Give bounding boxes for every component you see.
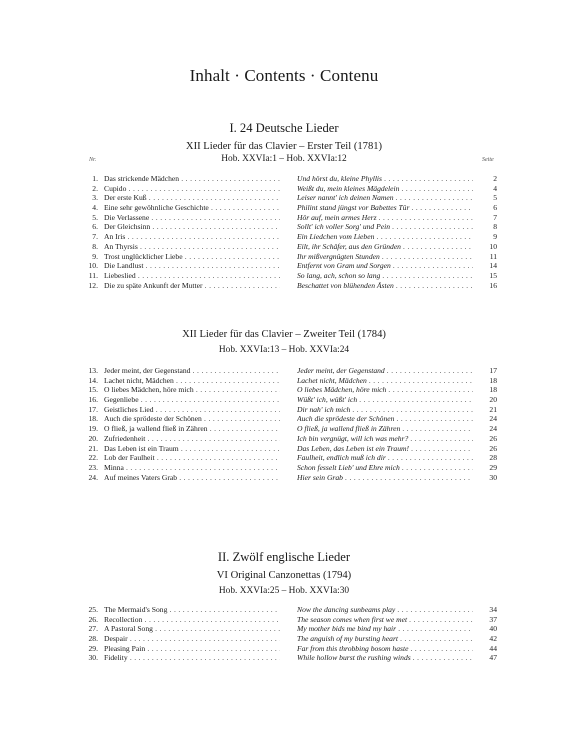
list-item [0,366,568,376]
part-title: II. Zwölf englische Lieder [217,550,351,564]
song-incipit: Entfernt von Gram und Sorgen . . . [297,261,473,271]
hob-range: Hob. XXVIa:25 – Hob. XXVIa:30 [218,586,350,596]
song-incipit: The anguish of my bursting heart . . . [297,634,473,644]
entry-number: 1. [92,174,98,183]
song-incipit: Ich bin vergnügt, will ich was mehr? . . . [297,434,473,444]
list-item [0,473,568,483]
song-title: O fließ, ja wallend fließ in Zähren . . . [104,424,280,434]
page-number: 21 [489,404,497,414]
entry-number: 21. [88,443,98,453]
page-title: Inhalt · Contents · Contenu [189,66,379,85]
hob-range: Hob. XXVIa:1 – Hob. XXVIa:12 [221,154,347,164]
song-title: Das strickende Mädchen . . . [104,174,280,184]
page-number: 11 [489,251,497,261]
entry-number: 8. [92,241,98,251]
song-incipit: Faulheit, endlich muß ich dir . . . [297,453,473,463]
page-number: 20 [489,395,497,405]
page-number: 8 [493,222,497,232]
song-title: Minna . . . [104,463,280,473]
page-number: 18 [489,375,497,385]
song-incipit: Schon fesselt Lieb' und Ehre mich . . . [297,463,473,473]
list-item [0,184,568,194]
song-title: Recollection . . . [104,615,280,625]
song-incipit: Ein Liedchen vom Lieben . . . [297,232,473,242]
list-item [0,644,568,654]
list-item [0,405,568,415]
list-item [0,424,568,434]
song-incipit: Und hörst du, kleine Phyllis . . . [297,174,473,184]
song-incipit: Auch die sprödeste der Schönen . . . [297,414,473,424]
hob-range: Hob. XXVIa:13 – Hob. XXVIa:24 [218,345,350,355]
page-number: 7 [493,212,497,222]
song-list [0,605,568,663]
song-incipit: Now the dancing sunbeams play . . . [297,605,473,615]
song-title: Trost unglücklicher Liebe . . . [104,252,280,262]
song-title: Eine sehr gewöhnliche Geschichte . . . [104,203,280,213]
part-title: I. 24 Deutsche Lieder [229,121,339,135]
page-number: 30 [489,472,497,482]
list-item [0,222,568,232]
song-title: A Pastoral Song . . . [104,624,280,634]
page-number: 24 [489,424,497,434]
list-item [0,232,568,242]
song-incipit: Wüßt' ich, wüßt' ich . . . [297,395,473,405]
song-incipit: Jeder meint, der Gegenstand . . . [297,366,473,376]
song-incipit: Lachet nicht, Mädchen . . . [297,376,473,386]
entry-number: 25. [88,605,98,614]
song-title: Lob der Faulheit . . . [104,453,280,463]
list-item [0,653,568,663]
page-number: 4 [493,183,497,193]
page-number: 18 [489,385,497,395]
collection-title: XII Lieder für das Clavier – Erster Teil (1781) [185,141,383,152]
collection-title: XII Lieder für das Clavier – Zweiter Teil (1784) [182,329,386,340]
entry-number: 30. [88,653,98,663]
entry-number: 14. [88,375,98,385]
page-number: 47 [489,653,497,663]
song-incipit: Das Leben, das Leben ist ein Traum! . . . [297,444,473,454]
song-incipit: Ihr mißvergnügten Stunden . . . [297,252,473,262]
page-number: 10 [489,241,497,251]
list-item [0,605,568,615]
entry-number: 22. [88,453,98,463]
song-incipit: Beschattet von blühenden Ästen . . . [297,281,473,291]
entry-number: 9. [92,251,98,261]
entry-number: 11. [88,270,98,280]
page-number: 15 [489,270,497,280]
song-title: O liebes Mädchen, höre mich . . . [104,385,280,395]
song-list [0,366,568,482]
song-title: Cupido . . . [104,184,280,194]
list-item [0,615,568,625]
song-title: Jeder meint, der Gegenstand . . . [104,366,280,376]
song-title: Die Verlassene . . . [104,213,280,223]
list-item [0,376,568,386]
song-title: Despair . . . [104,634,280,644]
list-item [0,395,568,405]
page-number: 14 [489,261,497,271]
list-item [0,434,568,444]
list-item [0,463,568,473]
song-list [0,174,568,290]
entry-number: 19. [88,424,98,434]
list-item [0,634,568,644]
list-item [0,281,568,291]
song-incipit: Hier sein Grab . . . [297,473,473,483]
entry-number: 4. [92,203,98,213]
list-item [0,193,568,203]
page-number: 42 [489,634,497,644]
entry-number: 29. [88,643,98,653]
page-number: 16 [489,280,497,290]
song-title: Auf meines Vaters Grab . . . [104,473,280,483]
song-incipit: Hör auf, mein armes Herz . . . [297,213,473,223]
entry-number: 6. [92,222,98,232]
song-title: Fidelity . . . [104,653,280,663]
entry-number: 16. [88,395,98,405]
entry-number: 2. [92,183,98,193]
entry-number: 18. [88,414,98,424]
entry-number: 27. [88,624,98,634]
list-item [0,252,568,262]
entry-number: 26. [88,614,98,624]
entry-number: 20. [88,433,98,443]
list-item [0,242,568,252]
song-incipit: Philint stand jüngst vor Babettes Tür . . . [297,203,473,213]
song-incipit: While hollow burst the rushing winds . . . [297,653,473,663]
song-title: Der Gleichsinn . . . [104,222,280,232]
column-label-seite: Seite [482,157,494,163]
entry-number: 7. [92,232,98,242]
entry-number: 10. [88,261,98,271]
entry-number: 23. [88,462,98,472]
page-number: 17 [489,366,497,375]
page-number: 5 [493,193,497,203]
page-number: 37 [489,614,497,624]
list-item [0,385,568,395]
entry-number: 28. [88,634,98,644]
list-item [0,261,568,271]
page-number: 26 [489,443,497,453]
song-incipit: O fließ, ja wallend fließ in Zähren . . . [297,424,473,434]
song-title: Gegenliebe . . . [104,395,280,405]
list-item [0,453,568,463]
collection-title: VI Original Canzonettas (1794) [216,570,352,581]
song-incipit: Dir nah' ich mich . . . [297,405,473,415]
song-incipit: Far from this throbbing bosom haste . . . [297,644,473,654]
list-item [0,271,568,281]
song-title: Lachet nicht, Mädchen . . . [104,376,280,386]
page-number: 29 [489,462,497,472]
song-title: Geistliches Lied . . . [104,405,280,415]
song-title: Das Leben ist ein Traum . . . [104,444,280,454]
entry-number: 5. [92,212,98,222]
page-number: 26 [489,433,497,443]
entry-number: 13. [88,366,98,375]
list-item [0,213,568,223]
list-item [0,203,568,213]
page-number: 34 [489,605,497,614]
page-number: 2 [493,174,497,183]
list-item [0,444,568,454]
page-number: 40 [489,624,497,634]
song-incipit: The season comes when first we met . . . [297,615,473,625]
entry-number: 15. [88,385,98,395]
song-incipit: Weißt du, mein kleines Mägdelein . . . [297,184,473,194]
song-incipit: Leiser nannt' ich deinen Namen . . . [297,193,473,203]
song-title: Pleasing Pain . . . [104,644,280,654]
song-incipit: Eilt, ihr Schäfer, aus den Gründen . . . [297,242,473,252]
song-title: Zufriedenheit . . . [104,434,280,444]
list-item [0,624,568,634]
entry-number: 24. [88,472,98,482]
page-number: 28 [489,453,497,463]
list-item [0,174,568,184]
page-number: 9 [493,232,497,242]
song-incipit: So lang, ach, schon so lang . . . [297,271,473,281]
entry-number: 12. [88,280,98,290]
page-number: 6 [493,203,497,213]
entry-number: 3. [92,193,98,203]
list-item [0,414,568,424]
page-number: 24 [489,414,497,424]
song-title: Auch die sprödeste der Schönen . . . [104,414,280,424]
song-title: Der erste Kuß . . . [104,193,280,203]
song-title: Die Landlust . . . [104,261,280,271]
song-title: An Iris . . . [104,232,280,242]
song-title: Die zu späte Ankunft der Mutter . . . [104,281,280,291]
song-incipit: O liebes Mädchen, höre mich . . . [297,385,473,395]
song-title: An Thyrsis . . . [104,242,280,252]
column-label-nr: Nr. [89,157,97,163]
song-title: The Mermaid's Song . . . [104,605,280,615]
entry-number: 17. [88,404,98,414]
page-number: 44 [489,643,497,653]
song-incipit: Sollt' ich voller Sorg' und Pein . . . [297,222,473,232]
song-incipit: My mother bids me bind my hair . . . [297,624,473,634]
song-title: Liebeslied . . . [104,271,280,281]
